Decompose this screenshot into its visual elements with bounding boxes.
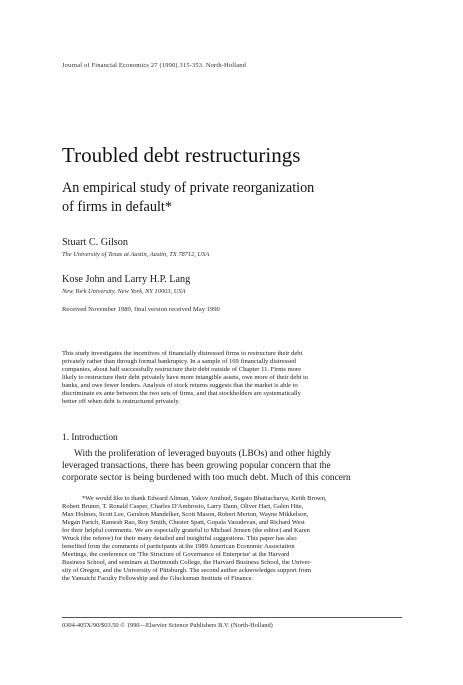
abstract <box>62 350 402 406</box>
footnote-line: Business School, and seminars at Dartmouth College, the Harvard Business School, the Univer- <box>62 559 312 567</box>
subtitle-line: An empirical study of private reorganization <box>62 180 315 196</box>
footnote-line: sity of Oregon, and the University of Pittsburgh. The second author acknowledges support from <box>62 567 312 575</box>
journal-citation: Journal of Financial Economics 27 (1990) 315-353. North-Holland <box>62 62 247 69</box>
abstract-line: privately rather than through formal bankruptcy. In a sample of 169 financially distressed <box>62 358 296 366</box>
abstract-line: companies, about half successfully restructure their debt outside of Chapter 11. Firms more <box>62 366 302 374</box>
footnote-line: for their helpful comments. We are especially grateful to Michael Jensen (the editor) and Karen <box>62 527 310 535</box>
footnote-line: Wruck (the referee) for their many detailed and insightful suggestions. This paper has also <box>62 535 297 543</box>
footnote-line: Meetings, the conference on 'The Structure of Governance of Enterprise' at the Harvard <box>62 551 290 559</box>
abstract-line: banks, and owe fewer lenders. Analysis of stock returns suggests that the market is able to <box>62 382 298 390</box>
author-affiliation: The University of Texas at Austin, Austin, TX 78712, USA <box>62 251 210 258</box>
footnote-line: benefited from the comments of participants at the 1989 American Economic Association <box>62 543 295 551</box>
footnote-line: the Yamaichi Faculty Fellowship and the Glucksman Institute of Finance. <box>62 575 254 583</box>
paper-subtitle <box>62 179 402 217</box>
acknowledgment-footnote <box>62 495 402 584</box>
author-name: Kose John and Larry H.P. Lang <box>62 274 191 285</box>
author-name: Stuart C. Gilson <box>62 237 128 248</box>
subtitle-line: of firms in default* <box>62 199 172 215</box>
section-heading: 1. Introduction <box>62 433 118 443</box>
copyright-line: 0304-405X/90/$03.50 © 1990—Elsevier Science Publishers B.V. (North-Holland) <box>62 622 273 629</box>
abstract-line: discriminate ex ante between the two sets of firms, and that stockholders are systematically <box>62 390 301 398</box>
body-line: With the proliferation of leveraged buyouts (LBOs) and other highly <box>74 449 332 459</box>
footnote-line: Max Holmes, Scott Lee, Gershon Mandelker, Scott Mason, Robert Merton, Wayne Mikkelson, <box>62 511 309 519</box>
abstract-line: likely to restructure their debt privately have more intangible assets, owe more of their debt to <box>62 374 309 382</box>
introduction-text <box>62 449 402 484</box>
footer-divider <box>62 617 402 618</box>
abstract-line: This study investigates the incentives of financially distressed firms to restructure their debt <box>62 350 303 357</box>
body-line: corporate sector is being burdened with too much debt. Much of this concern <box>62 472 351 483</box>
body-line: leveraged transactions, there has been growing popular concern that the <box>62 460 331 471</box>
abstract-line: better off when debt is restructured privately. <box>62 398 180 406</box>
paper-title: Troubled debt restructurings <box>62 143 301 167</box>
footnote-line: Robert Bruner, T. Ronald Casper, Charles D'Ambrosio, Larry Dann, Oliver Hart, Galen Hite, <box>62 503 304 511</box>
footnote-line: *We would like to thank Edward Altman, Yakov Amihud, Sugato Bhattacharya, Keith Brown, <box>82 495 327 502</box>
footnote-line: Megan Partch, Ramesh Rao, Roy Smith, Chester Spatt, Gopala Vasudevan, and Richard West <box>62 519 305 527</box>
author-affiliation: New York University, New York, NY 10003, USA <box>62 288 186 295</box>
received-dates: Received November 1989, final version received May 1990 <box>62 306 220 313</box>
